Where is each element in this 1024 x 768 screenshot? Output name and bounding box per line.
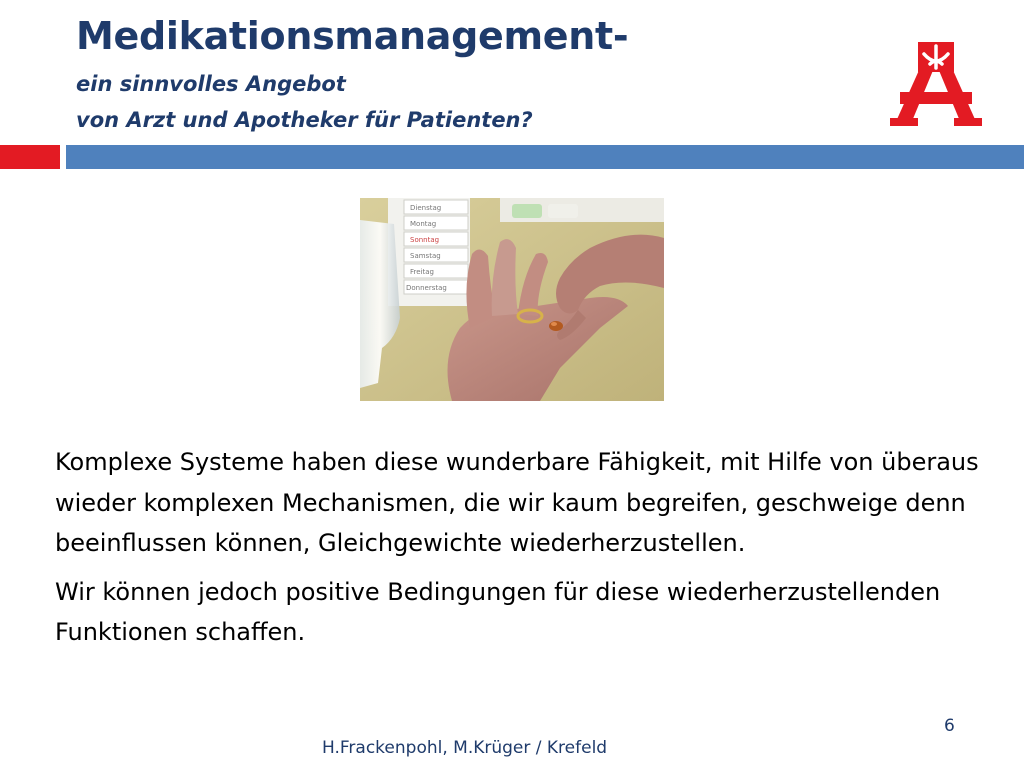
- body-text: [55, 442, 995, 653]
- day-label: Donnerstag: [406, 284, 447, 292]
- slide-title: Medikationsmanagement-: [76, 14, 629, 58]
- day-label: Dienstag: [410, 204, 442, 212]
- page-number: 6: [944, 716, 955, 736]
- day-label: Sonntag: [410, 236, 440, 244]
- medication-photo: [360, 198, 664, 401]
- paragraph: Wir können jedoch positive Bedingungen für diese wiederherzustellenden Funktionen schaffen.: [55, 577, 941, 646]
- header-band-red: [0, 145, 60, 169]
- apotheke-a-icon: [890, 38, 982, 130]
- slide-subtitle-line2: von Arzt und Apotheker für Patienten?: [76, 108, 533, 132]
- footer-text: H.Frackenpohl, M.Krüger / Krefeld: [322, 738, 608, 758]
- slide-subtitle-line1: ein sinnvolles Angebot: [76, 72, 346, 96]
- header-band-blue: [66, 145, 1024, 169]
- day-label: Freitag: [410, 268, 434, 276]
- paragraph: Komplexe Systeme haben diese wunderbare Fähigkeit, mit Hilfe von überaus wieder komplexen Mechanismen, die wir kaum begreifen, geschweige denn beeinflussen können, Gleichgewichte wiederherzustellen.: [55, 448, 979, 557]
- day-label: Samstag: [410, 252, 441, 260]
- day-label: Montag: [410, 220, 437, 228]
